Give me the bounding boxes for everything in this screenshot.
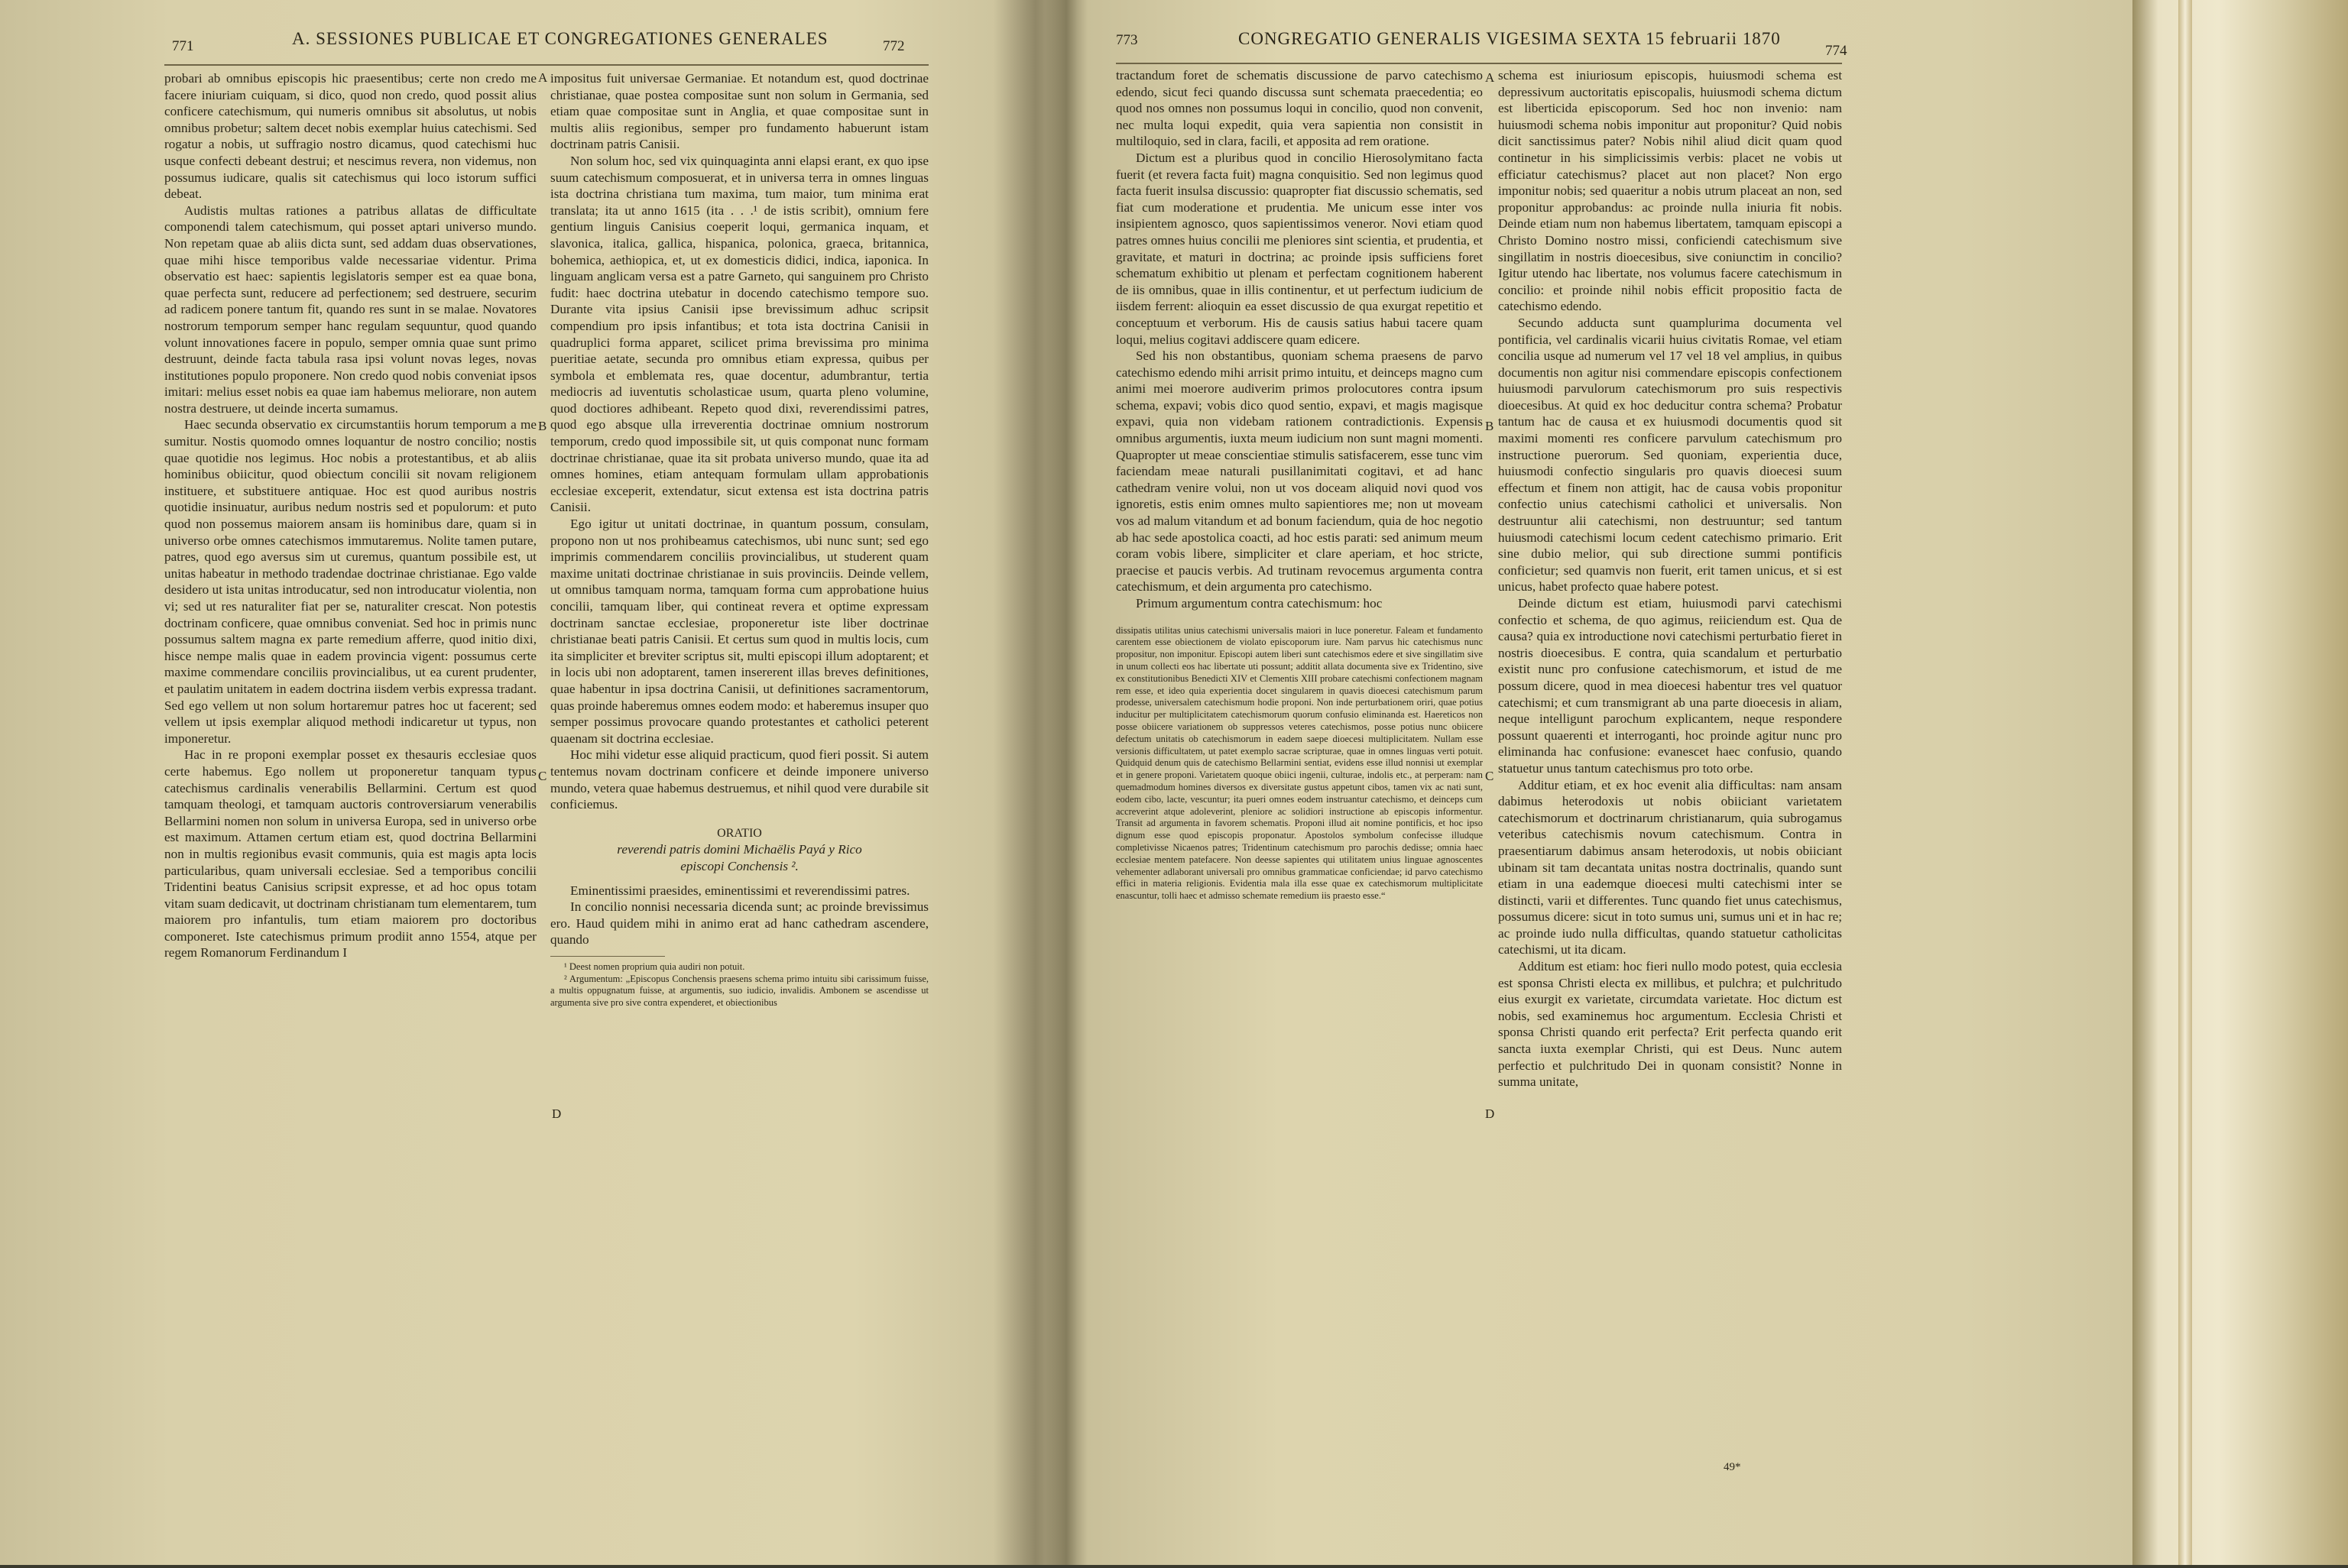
paragraph: Additum est etiam: hoc fieri nullo modo potest, quia ecclesia est sponsa Christi electa ex millibus, et pulchra; et pulchritudo eius exurgit ex varietate, circumdata varietate. Hoc dictum est nobis, sed examinemus hoc argumentum. Ecclesia Christi et sponsa Christi quando erit perfecta? Erit perfecta quando erit sancta iuxta exemplar Christi, qui est Deus. Nunc autem perfectio et pulchritudo Dei in quonam consistit? Nonne in summa unitate,	[1498, 959, 1842, 1090]
paragraph: Sed his non obstantibus, quoniam schema praesens de parvo catechismo edendo mihi arrisit primo intuitu, et deinceps magno cum animi mei moerore audiverim primos prolocutores contra ipsum schema, expavi; vobis dico quod sentio, expavi, et magis magisque expavi, quia non videbam rationem contradictionis. Expensis omnibus argumentis, iuxta meum iudicium non sunt magni momenti. Quapropter ut meae conscientiae stimulis satisfacerem, esse tunc vim faciendam meae naturali pusillanimitati cogitavi, et ad hanc cathedram venire volui, non ut vos doceam aliquid novi quod vos ignoretis, estis enim omnes multo sapientiores me; non ut moveam vos ad malum vitandum et ad bonum faciendum, quia de hoc negotio ab hac sede apostolica coacti, ad hoc estis parati: sed animum meum coram vobis libere, simpliciter et clare aperiam, et hoc stricte, praecise et paucis verbis. Ad trutinam revocemus argumenta contra catechismum, et dein argumenta pro catechismo.	[1116, 348, 1483, 594]
page-number: 771	[172, 38, 194, 54]
footnotes	[1116, 625, 1483, 902]
book-edge	[2132, 0, 2348, 1565]
margin-letter: C	[1485, 769, 1494, 783]
paragraph: Hoc mihi videtur esse aliquid practicum, quod fieri possit. Si autem tentemus novam doctrinam conficere et deinde imponere universo mundo, vetera quae habemus destruemus, et nihil quod vere durabile sit conficiemus.	[550, 747, 929, 812]
footnote: ¹ Deest nomen proprium quia audiri non potuit.	[564, 961, 745, 972]
oratio-title: reverendi patris domini Michaëlis Payá y Rico	[617, 842, 862, 857]
margin-letter: D	[1485, 1106, 1495, 1121]
paragraph: Primum argumentum contra catechismum: hoc	[1136, 596, 1383, 611]
paragraph: Non solum hoc, sed vix quinquaginta anni elapsi erant, ex quo ipse suum catechismum composuerat, et in universa terra in omnes linguas ista doctrina christiana tum maxima, tum maior, tum minima erat translata; ita ut anno 1615 (ita . . .¹ de istis scribit), omnium fere gentium linguis Canisius coeperit loqui, germanica inquam, et slavonica, italica, gallica, hispanica, polonica, graeca, britannica, bohemica, aethiopica, et, ut ex domesticis didici, indica, iaponica. In linguam anglicam versa est a patre Garneto, qui sanguinem pro Christo fudit: haec doctrina utebatur in docendo catechismo tempore suo. Durante vita ipsius Canisii ipse brevissimum adhuc scripsit compendium pro ipsis infantibus; et tota ista doctrina Canisii in quadruplici forma apparet, scilicet prima brevissima pro minima pueritiae aetate, secunda pro omnibus etiam expressa, quibus per symbola et emblemata res, quae docentur, adumbrantur, tertia mediocris ad iuventutis scholasticae usum, quarta pleno volumine, quod doctiores adhibeant. Repeto quod dixi, reverendissimi patres, quod ego absque ulla irreverentia doctrinae omnium nostrorum temporum, credo quod impossibile sit, ut quis componat nunc formam doctrinae christianae, quae ita sit probata universo mundo, quae ita ad omnes homines, etiam antequam formulam ullam approbationis ecclesiae exceperit, extendatur, sicut extensa est ista doctrina patris Canisii.	[550, 153, 929, 515]
signature-mark: 49*	[1724, 1461, 1741, 1473]
left-page	[0, 0, 1017, 1565]
margin-letter: A	[1485, 70, 1495, 85]
text-column-2	[1498, 67, 1842, 1466]
text-column-1	[1116, 67, 1483, 1565]
page-number: 772	[883, 38, 905, 54]
margin-letter: B	[1485, 419, 1494, 433]
binding-strip	[2178, 0, 2192, 1565]
paragraph: schema est iniuriosum episcopis, huiusmodi schema est depressivum auctoritatis episcopalis, huiusmodi schema dictum est liberticida episcoporum. Sed hoc non invenio: nam huiusmodi schema nobis imponitur aut proponitur? Quid nobis dicit sanctissimus pater? Nobis nihil aliud dicit quam quod continetur in his simplicissimis verbis: placet ne vobis ut efficiatur catechismus? placet aut non placet? Non ergo imponitur nobis; sed quaeritur a nobis utrum placeat an non, sed proponitur approbandus: ac proinde nulla iniuria fit nobis. Deinde etiam num non habemus libertatem, tamquam episcopi a Christo Domino nostro missi, conficiendi catechismum sive singillatim in nostris dioecesibus, sive coniunctim in concilio? Igitur utendo hac libertate, nos volumus facere catechismum in concilio: et proinde nihil nobis efficit propositio facta de catechismo edendo.	[1498, 68, 1842, 314]
paragraph: Hac in re proponi exemplar posset ex thesauris ecclesiae quos certe habemus. Ego nollem ut proponeretur tanquam typus catechismus cardinalis venerabilis Bellarmini. Certum est quod tamquam theologi, et tamquam auctoris controversiarum venerabilis Bellarmini nomen non solum in universa Europa, sed in universo orbe est maximum. Attamen certum etiam est, quod doctrina Bellarmini non in multis regionibus evasit communis, quia est magis apta locis particularibus, quam universali ecclesiae. Sed a temporibus concilii Tridentini beatus Canisius scripsit expresse, et ad hoc opus totam vitam suam dedicavit, ut doctrinam christianam tum elementarem, tum maiorem pro infantulis, tum etiam maiorem pro doctoribus componeret. Iste catechismus primum prodiit anno 1554, atque per regem Romanorum Ferdinandum I	[164, 747, 537, 961]
text-column-1	[164, 70, 537, 1568]
paragraph: Ego igitur ut unitati doctrinae, in quantum possum, consulam, propono non ut nos prohibeamus catechismos, ubi nunc sunt; sed ego imprimis commendarem conciliis provincialibus, ut studerent quam maxime unitati doctrinae christianae in suis provinciis. Deinde vellem, ut omnibus tamquam norma, tamquam forma cum approbatione huius concilii, tamquam liber, qui contineat revera et optime expressam doctrinam sanctae ecclesiae, proponeretur iste liber doctrinae christianae beati patris Canisii. Et certus sum quod in multis locis, cum ita simpliciter et breviter scriptus sit, multi episcopi illum adoptarent; et in locis ubi non adoptarent, tamen insererent illas breves definitiones, quae habentur in ipsa doctrina Canisii, ut definitiones sacramentorum, quas proinde haberemus omnes eodem modo: et haberemus insuper quo semper possimus provocare quando protestantes et catholici peterent quaenam sit doctrina ecclesiae.	[550, 517, 929, 746]
paragraph: Dictum est a pluribus quod in concilio Hierosolymitano facta fuerit (et revera facta fuit) magna conquisitio. Sed non legimus quod facta fuerit insulsa discussio: quapropter fiat discussio schematis, sed fiat cum moderatione et prudentia. Me unicum esse inter vos insipientem agnosco, quos sapientissimos veneror. Novi etiam quod patres omnes huius concilii me pleniores sint scientia, et prudentia, et gravitate, et maturi in doctrina; ac proinde ipsis sufficiens foret schematum exhibitio ut plenam et perfectam cognitionem haberent de iis omnibus, quae in illis continentur, et ut perfectum iudicium de iisdem ferrent: alioquin ea esset discussio de qua exurgat repetitio et conceptuum et verborum. His de causis satius habui tacere quam loqui, melius cogitavi addiscere quam edicere.	[1116, 150, 1483, 347]
oratio-heading: ORATIO	[717, 826, 762, 840]
paragraph: impositus fuit universae Germaniae. Et notandum est, quod doctrinae christianae, quae postea compositae sunt non solum in Germania, sed etiam quae compositae sunt in Anglia, et quae compositae sunt in multis aliis regionibus, semper pro fundamento habuerunt istam doctrinam patris Canisii.	[550, 71, 929, 152]
paragraph: Audistis multas rationes a patribus allatas de difficultate componendi talem catechismum, qui posset aptari universo mundo. Non repetam quae ab aliis dicta sunt, sed addam duas observationes, quae mihi hisce temporibus valde necessariae videntur. Prima observatio est haec: sapientis legislatoris semper est ea quae bona, quae perfecta sunt, reducere ad perfectionem; sed destruere, securim ad radicem ponere tantum fit, quando res sunt in se malae. Novatores nostrorum temporum semper hanc regulam sequuntur, quod quando volunt innovationes facere in populo, semper omnia quae sunt primo destruunt, deinde facta tabula rasa ipsi volunt novas leges, novas institutiones populo proponere. Non credo quod nobis conveniat ipsos imitari: melius esset nobis ea quae iam habemus meliorare, non autem nostra destruere, ut deinde incerta sumamus.	[164, 202, 537, 416]
paragraph: Deinde dictum est etiam, huiusmodi parvi catechismi confectio et schema, de quo agimus, reiiciendum est. Qua de causa? quia ex introductione novi catechismi perturbatio fieret in nostris dioecesibus. E contra, quia scandalum et perturbatio existit nunc pro confusione catechismorum, et istud de me possum dicere, quod in mea dioecesi habentur tres vel quatuor catechismi; et cum transmigrant ab una parte dioecesis in aliam, neque intelligunt parochum explicantem, neque respondere possunt quaerenti et interroganti, hoc proinde agitur nunc pro eliminanda hac confusione: evanescet haec confusio, quando statuetur unus tantum catechismus pro toto orbe.	[1498, 596, 1842, 776]
paragraph: Secundo adducta sunt quamplurima documenta vel pontificia, vel cardinalis vicarii huius civitatis Romae, vel etiam concilia usque ad numerum vel 17 vel 18 vel amplius, in quibus documentis non agitur nisi commendare episcopis confectionem huiusmodi parvulorum catechismorum pro suis respectivis dioecesibus. At quid ex hoc deducitur contra schema? Probatur tantum hac de causa et ex huiusmodi documentis quod sit maximi momenti res conficere parvulum catechismum pro instructione puerorum. Sed quoniam, experientia duce, huiusmodi confectio singularis pro quavis dioecesi suum effectum et finem non attigit, hac de causa vobis proponitur confectio unius catechismi catholici et universalis. Non destruuntur alii catechismi, non destruuntur; sed tantum huiusmodi catechismi locum cedent catechismo primario. Erit sine dubio melior, qui sub directione summi pontificis conficietur; sed quamvis non fuerit, erit tamen unicus, et si est unicus, habet profecto quae habere potest.	[1498, 315, 1842, 594]
text-column-2	[550, 70, 929, 1568]
margin-letter: A	[538, 70, 548, 85]
footnote: dissipatis utilitas unius catechismi universalis maiori in luce poneretur. Faleam et fundamento carentem esse obiectionem de violato episcoporum iure. Nam parvus hic catechismus nunc propositur, non imponitur. Episcopi autem liberi sunt catechismos edere et sive singillatim sive in unum collecti eos hac libertate uti possunt; additit allata documenta sive ex Tridentino, sive ex constitutionibus Benedicti XIV et Clementis XIII probare catechismi confectionem magnam rem esse, et ideo quia experientia docet singularem in quavis dioecesi catechismum parum prodesse, universalem catechismum hodie proponi. Non inde perturbationem oriri, quae potius inducitur per multiplicitatem catechismorum quorum confusio eliminanda est. Haereticos non posse obiicere variationem ob suppressos veteres catechismos, posse potius nunc obiicere defectum unitatis ob catechismorum in eadem saepe dioecesi multiplicitatem. Nullam esse versionis difficultatem, ut patet exemplo sacrae scripturae, quae in omnes linguas verti potuit. Quidquid denum quis de catechismo Bellarmini sentiat, evidens esse illud nonnisi ut exemplar et in genere proponi. Varietatem quoque obiici ingenii, culturae, indolis etc., at perperam: nam quemadmodum homines diversos ex diversitate gustus appetunt cibos, tamen vix ac nati sunt, eodem cibo, lacte, vescuntur; ita pueri omnes eodem instruantur catechismo, et deinceps cum accreverint atque adoleverint, pleniore ac solidiori instructione ab episcopis informentur. Transit ad argumenta in favorem schematis. Proponi illud ait nomine pontificis, et hoc ipso dignum esse quod episcopis proponatur. Apostolos symbolum confecisse illudque completivisse Nicaenos patres; Tridentinum catechismum pro parochis dedisse; omnia haec ecclesiae mentem patefacere. Non deesse sapientes qui utilitatem unius linguae agnoscentes vehementer adlaborant universali pro omnibus grammaticae conficiendae; id parvo catechismo effici in materia religionis. Evidentia mala illa esse quae ex catechismorum multiplicitate enascuntur, tolli haec et admisso schemate remedium iis praesto esse.“	[1116, 624, 1483, 902]
header-rule	[164, 64, 929, 66]
paragraph: Haec secunda observatio ex circumstantiis horum temporum a me sumitur. Nostis quomodo omnes loquantur de nostro concilio; nostis quae quotidie nos legimus. Hoc nobis a protestantibus, et ab aliis hominibus obiicitur, quod obiectum concilii sit novam religionem instituere, et substituere antiquae. Hoc est quod auribus nostris quotidie insinuatur, auribus nedum nostris sed et populorum: et puto quod non possemus maiorem ansam iis hominibus dare, quam si in universo orbe omnes catechismos immutaremus. Nolite tamen putare, patres, quod ego aversus sim ut curemus, quantum possibile est, ut unitas habeatur in methodo tradendae doctrinae christianae. Ego valde desidero ut ista unitas introducatur, sed non introducatur violentia, non vi; sed ut res naturaliter fiat per se, naturaliter crescat. Non potestis doctrinam conficere, quae omnibus conveniat. Sed hoc in primis nunc possumus saltem magna ex parte remedium afferre, quod initio dixi, hisce nempe malis quae in eadem provincia vigent: possumus certe maxime commendare conciliis provincialibus, ut ea curent prudenter, et paulatim unitatem in eadem doctrina iisdem verbis expressa tradant. Sed ego vellem ut non solum hortaremur patres hoc ut facerent; sed vellem ut ipsis exemplar aliquod methodi indicaretur ut typus, non imponeretur.	[164, 417, 537, 746]
running-header: CONGREGATIO GENERALIS VIGESIMA SEXTA 15 februarii 1870	[1238, 29, 1781, 48]
footnotes	[550, 961, 929, 1009]
margin-letter: D	[552, 1106, 562, 1121]
paragraph: Additur etiam, et ex hoc evenit alia difficultas: nam ansam dabimus heterodoxis ut nobis obiiciant varietatem catechismorum et doctrinarum christianarum, quia subrogamus veteribus catechismis novum catechismum. Contra in praesentiarum dabimus ansam heterodoxis, ut nobis obiiciant ubinam sit tam decantata unitas nostra doctrinalis, quando sunt etiam in una eademque dioecesi multi catechismi inter se distincti, varii et differentes. Tunc quando fiet unus catechismus, possumus dicere: sicut in toto sumus uni, sumus uni et in hac re; ac proinde iudo nulla difficultas, quando statuetur catholicitas catechismi, ut ita dicam.	[1498, 777, 1842, 957]
paragraph: In concilio nonnisi necessaria dicenda sunt; ac proinde brevissimus ero. Haud quidem mihi in animo erat ad hanc cathedram ascendere, quando	[550, 899, 929, 948]
footnote: ² Argumentum: „Episcopus Conchensis praesens schema primo intuitu sibi carissimum fuisse, a multis oppugnatum fuisse, at argumentis, suo iudicio, invalidis. Ambonem se ascendisse ut argumenta sive pro sive contra expenderet, et obiectionibus	[550, 973, 929, 1009]
footnote-rule	[550, 956, 665, 957]
running-header: A. SESSIONES PUBLICAE ET CONGREGATIONES GENERALES	[292, 29, 829, 48]
paragraph: probari ab omnibus episcopis hic praesentibus; certe non credo me facere iniuriam cuiquam, si dico, quod non credo, quod possit alius conficere catechismum, qui numeris omnibus sit absolutus, ut nobis omnibus probetur; saltem decet nobis exemplar huius catechismi. Sed rogatur a nobis, ut suffragio nostro dicamus, quod catechismi huc usque confecti debeant destrui; et nescimus revera, non videmus, non possumus iudicare, qualis sit catechismus qui loco istorum suffici debeat.	[164, 71, 537, 202]
header-rule	[1116, 63, 1842, 64]
margin-letter: B	[538, 419, 547, 433]
page-number: 773	[1116, 32, 1138, 48]
margin-letter: C	[538, 769, 547, 783]
page-number: 774	[1825, 43, 1847, 59]
paragraph: tractandum foret de schematis discussione de parvo catechismo edendo, sicut feci quando discussa sunt schemata praecedentia; eo quod nos omnes non possumus loqui in concilio, quod non convenit, nec multa loqui expedit, quia vera sapientia non consistit in multiloquio, sed in clara, facili, et apposita ad rem oratione.	[1116, 68, 1483, 149]
oratio-title: episcopi Conchensis ².	[680, 858, 799, 873]
paragraph: Eminentissimi praesides, eminentissimi et reverendissimi patres.	[570, 883, 910, 898]
right-page	[1055, 0, 2132, 1565]
